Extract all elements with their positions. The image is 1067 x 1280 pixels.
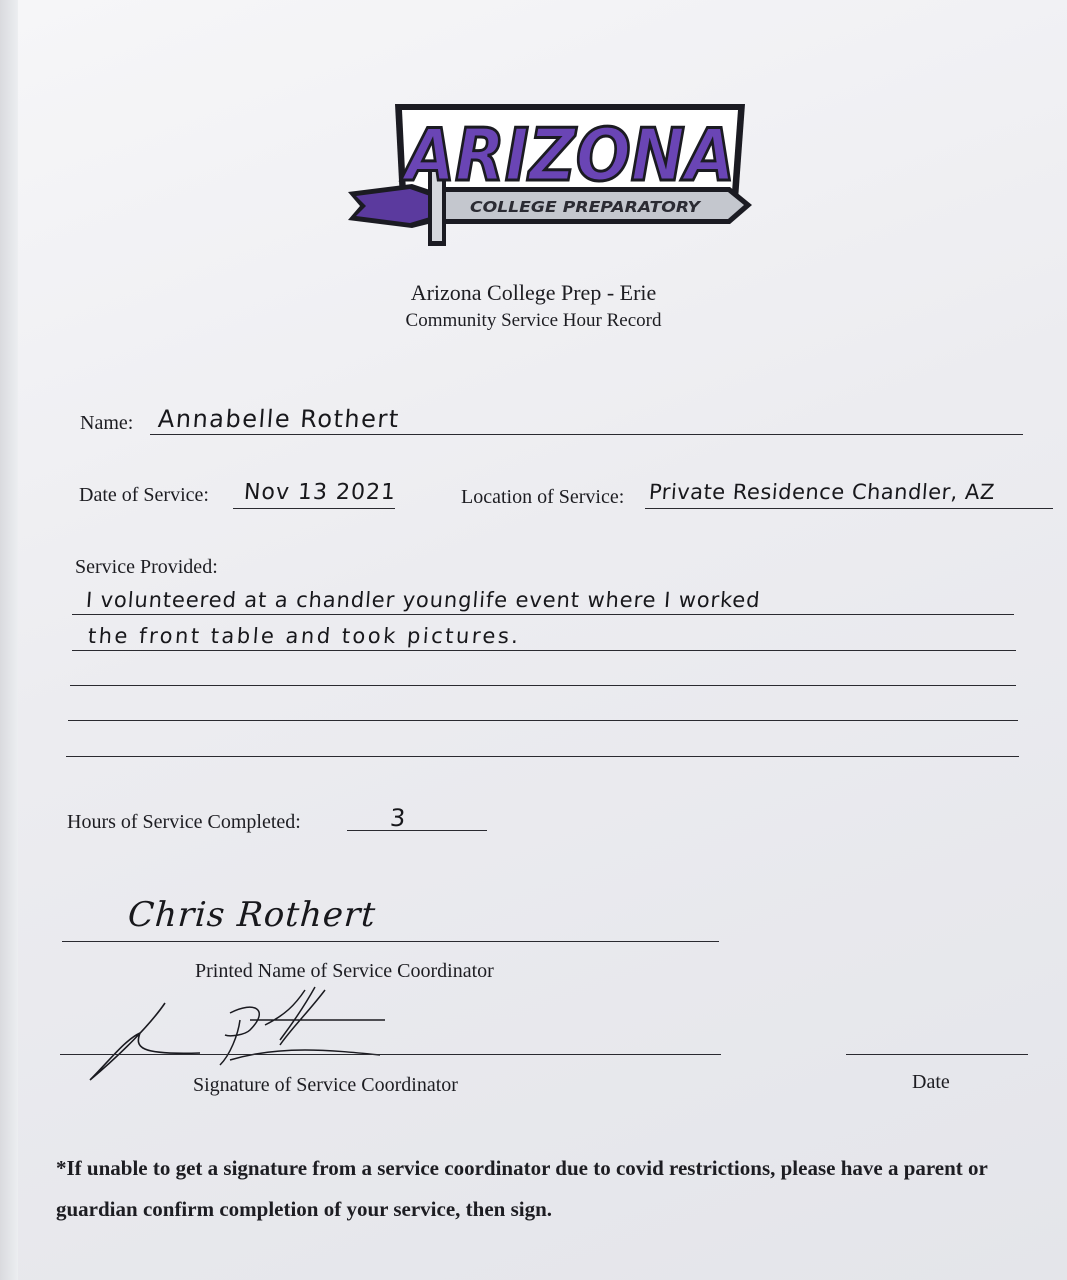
school-name: Arizona College Prep - Erie [410, 280, 657, 305]
logo-tagline: COLLEGE PREPARATORY [470, 198, 703, 216]
service-line-3 [70, 685, 1016, 686]
logo-word: ARIZONA [400, 113, 735, 197]
coordinator-date-line[interactable] [846, 1054, 1028, 1055]
page-edge [0, 0, 18, 1280]
date-value[interactable]: Nov 13 2021 [243, 480, 397, 505]
service-label: Service Provided: [75, 556, 218, 578]
coordinator-date-label: Date [912, 1071, 950, 1093]
service-line-1 [72, 614, 1014, 615]
service-line-4 [68, 720, 1018, 721]
service-line-2 [72, 650, 1016, 651]
date-line [233, 508, 395, 509]
form-title: Community Service Hour Record [405, 310, 662, 331]
location-line [645, 508, 1053, 509]
name-value[interactable]: Annabelle Rothert [157, 405, 401, 433]
signature-line [60, 1054, 721, 1055]
covid-footnote: *If unable to get a signature from a service coordinator due to covid restrictions, please have a parent or guardian confirm completion of your service, then sign. [56, 1156, 988, 1221]
signature-label: Signature of Service Coordinator [193, 1074, 458, 1096]
location-label: Location of Service: [461, 486, 625, 508]
printed-name-value[interactable]: Chris Rothert [126, 895, 378, 935]
date-label: Date of Service: [79, 484, 209, 506]
location-value[interactable]: Private Residence Chandler, AZ [648, 480, 996, 504]
hours-line [347, 830, 487, 831]
service-line-5 [66, 756, 1019, 757]
coordinator-signature[interactable] [80, 985, 400, 1085]
name-line [150, 434, 1023, 435]
name-label: Name: [80, 412, 134, 434]
logo-graphic [340, 92, 760, 252]
service-text-line-2[interactable]: the front table and took pictures. [87, 624, 522, 648]
printed-name-line [62, 941, 719, 942]
printed-name-label: Printed Name of Service Coordinator [195, 960, 494, 982]
hours-label: Hours of Service Completed: [67, 811, 301, 833]
service-text-line-1[interactable]: I volunteered at a chandler younglife event where I worked [85, 588, 762, 612]
hours-value[interactable]: 3 [389, 804, 408, 832]
school-logo [340, 92, 760, 252]
